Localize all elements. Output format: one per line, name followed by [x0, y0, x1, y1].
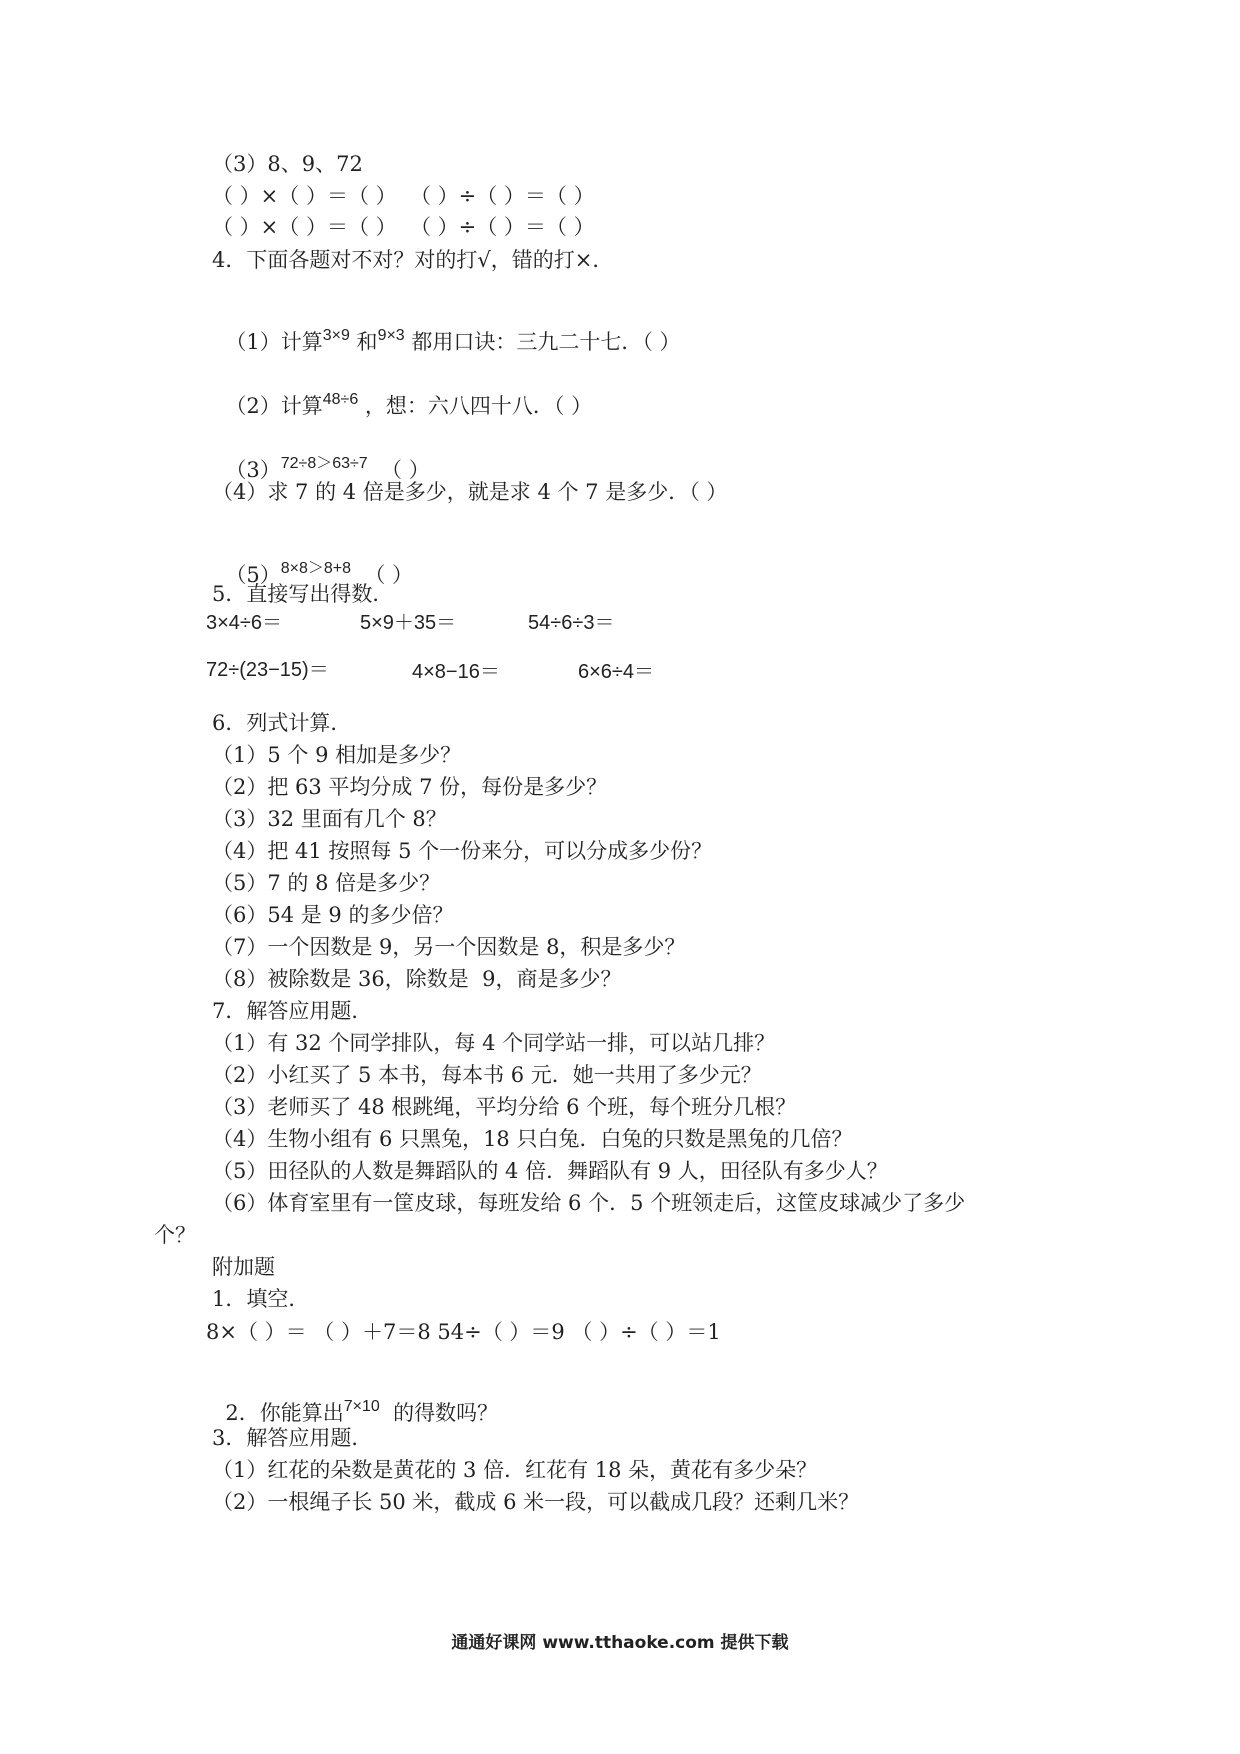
s7-item-2: （2）小红买了 5 本书，每本书 6 元．她一共用了多少元？ — [212, 1063, 762, 1087]
s6-item-5: （5）7 的 8 倍是多少？ — [212, 871, 441, 895]
s6-item-3: （3）32 里面有几个 8？ — [212, 807, 447, 831]
s5-r2-c1: 72÷(23−15)＝ — [206, 659, 329, 681]
s5-r2-c3: 6×6÷4＝ — [578, 661, 655, 683]
formula-7x10: 7×10 — [343, 1398, 380, 1415]
s6-item-2: （2）把 63 平均分成 7 份，每份是多少？ — [212, 775, 608, 799]
s6-item-7: （7）一个因数是 9，另一个因数是 8，积是多少？ — [212, 935, 686, 959]
section-4-title: 4．下面各题对不对？对的打√，错的打×． — [212, 248, 614, 272]
s7-item-3: （3）老师买了 48 根跳绳，平均分给 6 个班，每个班分几根？ — [212, 1095, 797, 1119]
formula-compare-1: 72÷8＞63÷7 — [280, 455, 368, 472]
formula-compare-2: 8×8＞8+8 — [280, 560, 352, 577]
extra-3-item-1: （1）红花的朵数是黄花的 3 倍．红花有 18 朵，黄花有多少朵？ — [212, 1458, 818, 1482]
s5-r1-c1: 3×4÷6＝ — [206, 612, 283, 634]
formula-9x3: 9×3 — [377, 327, 405, 344]
section-6-title: 6．列式计算． — [212, 711, 352, 735]
s5-r1-c2: 5×9＋35＝ — [360, 612, 457, 634]
s6-item-6: （6）54 是 9 的多少倍？ — [212, 903, 454, 927]
extra-2: 2．你能算出$^{7\times 10}$ 的得数吗？ — [225, 1398, 499, 1425]
extra-3-item-2: （2）一根绳子长 50 米，截成 6 米一段，可以截成几段？还剩几米？ — [212, 1490, 860, 1514]
s7-item-6: （6）体育室里有一筐皮球，每班发给 6 个．5 个班领走后，这筐皮球减少了多少 — [212, 1191, 966, 1215]
q3-header: （3）8、9、72 — [212, 152, 363, 176]
s4-item-5: $(5)^{8\times 8>8+8}$ （ ） — [225, 560, 414, 587]
extra-title: 附加题 — [212, 1255, 275, 1279]
formula-3x9: 3×9 — [322, 327, 350, 344]
section-5-title: 5．直接写出得数． — [212, 582, 394, 606]
extra-1-title: 1．填空． — [212, 1287, 310, 1311]
s6-item-4: （4）把 41 按照每 5 个一份来分，可以分成多少份？ — [212, 839, 713, 863]
s7-item-6-wrap: 个？ — [154, 1223, 196, 1247]
s4-item-1: （1）计算$^{3\times 9}$ 和$^{9\times 3}$ 都用口诀：三九二十七．（ ） — [225, 327, 681, 354]
s7-item-1: （1）有 32 个同学排队，每 4 个同学站一排，可以站几排？ — [212, 1031, 776, 1055]
s5-r2-c2: 4×8−16＝ — [412, 661, 500, 683]
s5-r1-c3: 54÷6÷3＝ — [528, 612, 615, 634]
section-7-title: 7．解答应用题． — [212, 999, 373, 1023]
s7-item-4: （4）生物小组有 6 只黑兔，18 只白兔．白兔的只数是黑兔的几倍？ — [212, 1127, 853, 1151]
extra-1-line: 8×（ ）＝ （ ）＋7＝8 54÷（ ）＝9 （ ）÷（ ）＝1 — [206, 1320, 721, 1344]
s6-item-8: （8）被除数是 36，除数是 9，商是多少？ — [212, 967, 622, 991]
s4-item-4: （4）求 7 的 4 倍是多少，就是求 4 个 7 是多少．（ ） — [212, 480, 728, 504]
q3-row-2: （ ）×（ ）＝（ ） （ ）÷（ ）＝（ ） — [212, 215, 595, 239]
s7-item-5: （5）田径队的人数是舞蹈队的 4 倍．舞蹈队有 9 人，田径队有多少人？ — [212, 1159, 888, 1183]
s4-item-3: $(3)^{72\div 8>63\div 7}$ （ ） — [225, 455, 430, 482]
extra-3-title: 3．解答应用题． — [212, 1426, 373, 1450]
formula-48div6: 48÷6 — [322, 391, 359, 408]
s4-item-2: （2）计算$^{48\div 6}$ ，想：六八四十八．（ ） — [225, 391, 593, 418]
footer-source: 通通好课网 www.tthaoke.com 提供下载 — [451, 1633, 789, 1653]
q3-row-1: （ ）×（ ）＝（ ） （ ）÷（ ）＝（ ） — [212, 184, 595, 208]
s6-item-1: （1）5 个 9 相加是多少？ — [212, 743, 462, 767]
